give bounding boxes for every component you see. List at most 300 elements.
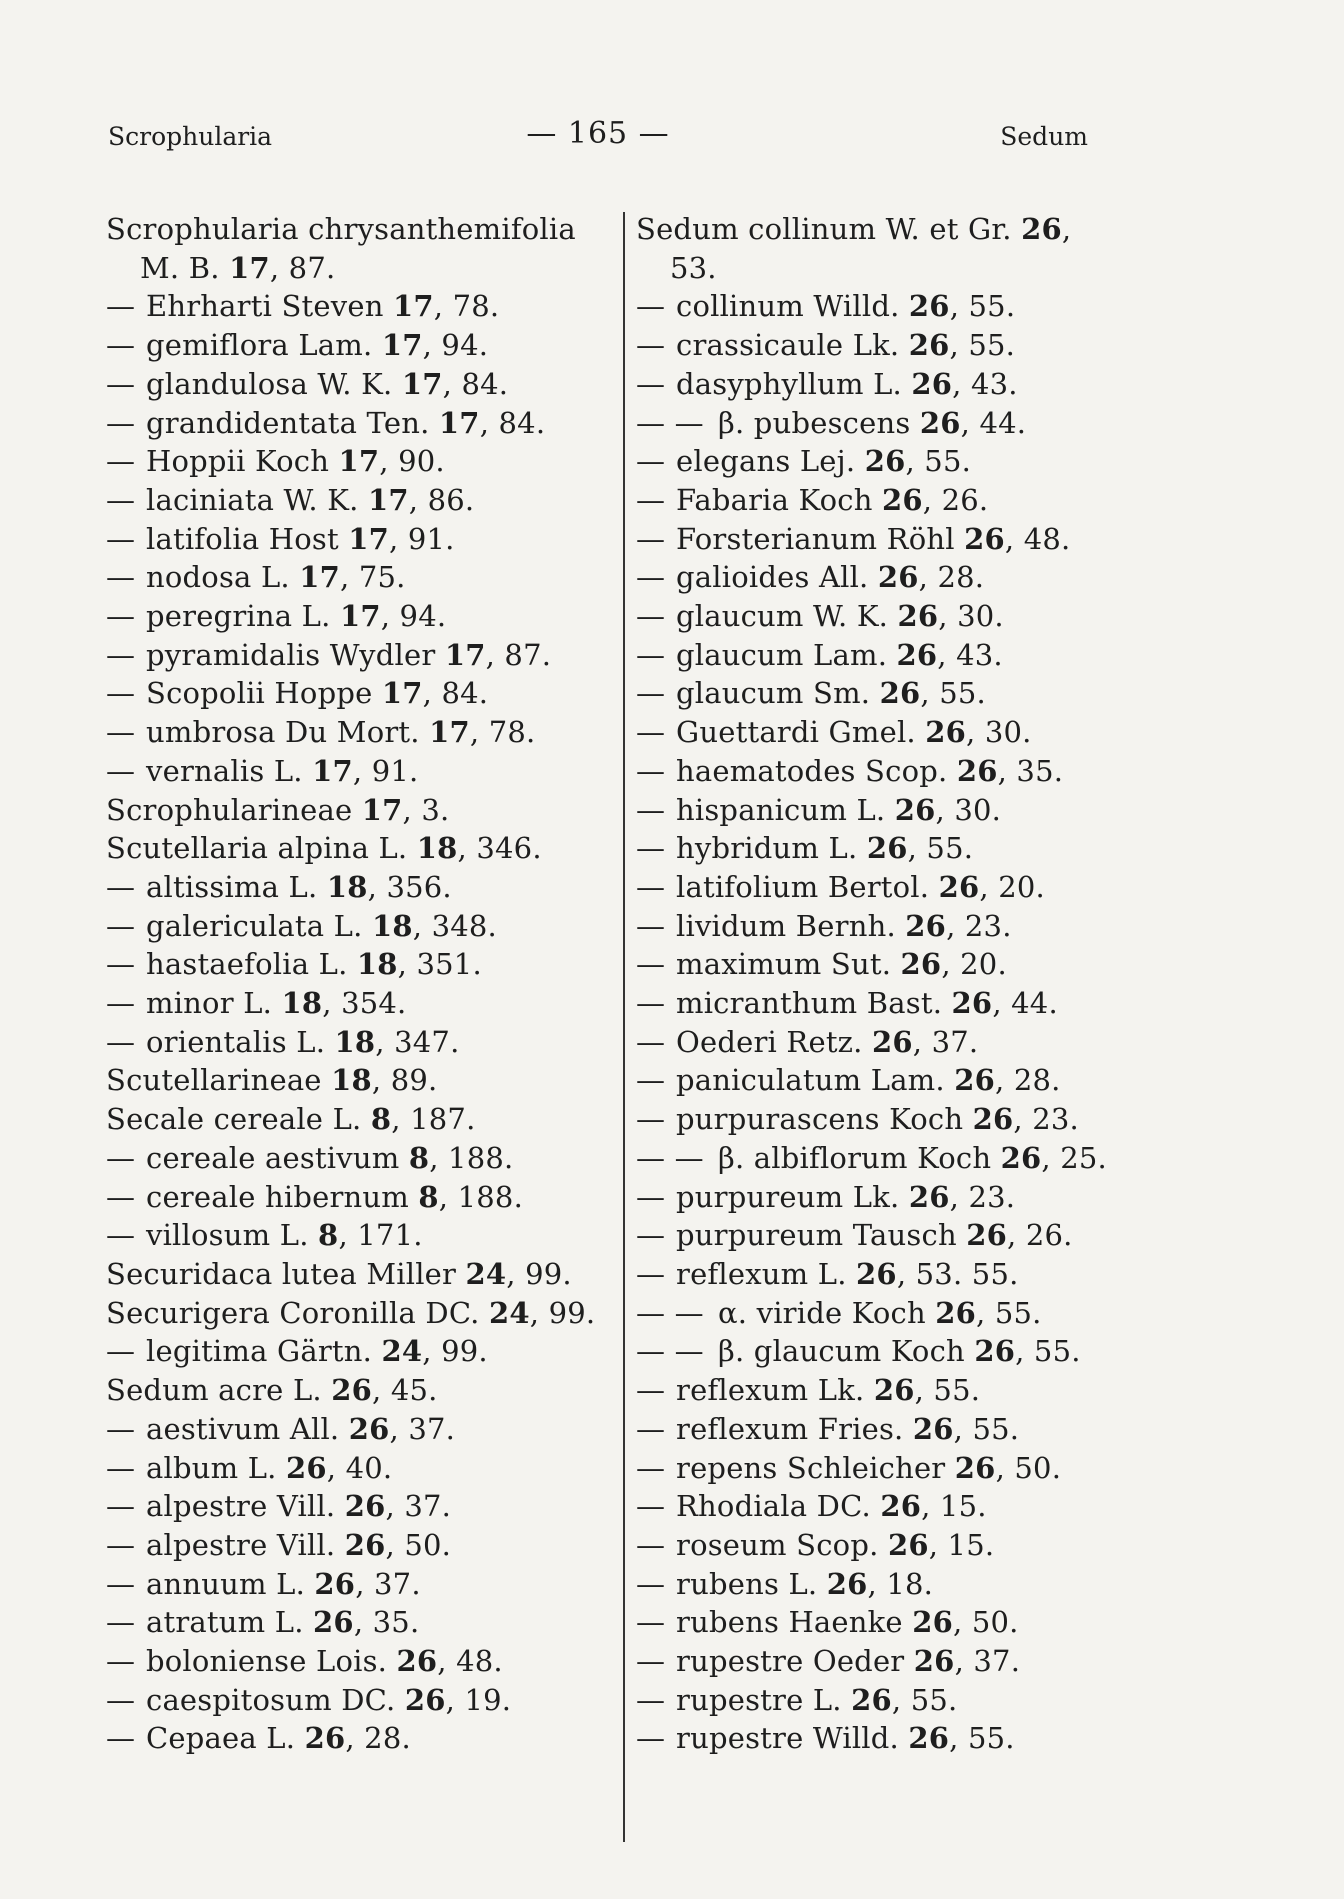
index-entry [106,1023,622,1062]
page-reference: , 75. [340,560,406,595]
entry-name: galericulata L. [146,908,372,943]
page-reference: , 43. [952,366,1018,401]
volume-number: 18 [334,1024,376,1059]
index-entry [106,1681,622,1720]
page-reference: , 55. [949,328,1016,363]
ditto-dash: — [636,869,666,904]
entry-name: boloniense Lois. [146,1644,397,1679]
page-reference: , 25. [1041,1140,1107,1175]
ditto-dash: — [106,869,136,904]
entry-name: peregrina L. [146,599,340,634]
entry-name: micranthum Bast. [676,986,952,1021]
ditto-dash: — [106,715,136,750]
entry-name: Scrophularineae [106,792,362,827]
ditto-dash: — [106,753,136,788]
index-entry [106,481,622,520]
volume-number: 26 [972,1102,1014,1137]
entry-name: rubens L. [676,1566,827,1601]
volume-number: 26 [851,1682,892,1717]
ditto-dash: — [636,831,666,866]
volume-number: 18 [281,986,323,1021]
volume-number: 17 [381,676,423,711]
page-reference: , 348. [412,908,497,943]
entry-name: β. glaucum Koch [718,1334,975,1369]
entry-name: grandidentata Ten. [146,405,439,440]
index-entry [106,1642,622,1681]
page-reference: , 55. [1015,1334,1081,1369]
index-entry [106,1526,622,1565]
volume-number: 26 [938,869,980,904]
index-entry [636,1332,1160,1371]
page-reference: , 356. [367,869,452,904]
header-left-term: Scrophularia [108,122,273,151]
entry-name: purpureum Lk. [676,1179,909,1214]
page-reference: , 20. [979,869,1045,904]
index-entry [636,1294,1160,1333]
volume-number: 26 [951,986,993,1021]
volume-number: 26 [882,482,923,517]
page-reference: , 351. [397,947,482,982]
ditto-dash: — [636,1721,666,1756]
volume-number: 8 [318,1218,339,1253]
page-reference: , 37. [954,1644,1021,1679]
volume-number: 26 [966,1218,1008,1253]
volume-number: 26 [887,1527,929,1562]
page-reference: , 55. [949,289,1016,324]
volume-number: 26 [313,1605,354,1640]
volume-number: 26 [880,1489,922,1524]
index-entry [106,1603,622,1642]
entry-name: vernalis L. [146,753,313,788]
index-entry [636,1216,1160,1255]
ditto-dash: — [106,1605,136,1640]
entry-name: Scopolii Hoppe [146,676,382,711]
page-reference: , 84. [442,366,509,401]
entry-name: Securigera Coronilla DC. [106,1295,490,1330]
ditto-dash: — [106,560,136,595]
volume-number: 26 [348,1411,390,1446]
page-reference: , 48. [1004,521,1071,556]
ditto-dash: — [636,792,666,827]
volume-number: 26 [856,1256,897,1291]
page-reference: , 346. [457,831,542,866]
page-reference: , 99. [422,1334,488,1369]
volume-number: 26 [956,753,998,788]
index-entry [106,597,622,636]
index-entry [106,249,622,288]
ditto-dash: — [636,1102,666,1137]
page-reference: , 37. [912,1024,979,1059]
entry-name: glaucum Lam. [676,637,897,672]
entry-name: reflexum L. [676,1256,857,1291]
volume-number: 26 [344,1489,386,1524]
volume-number: 26 [954,1450,996,1485]
ditto-dash: — [636,986,666,1021]
index-entry [636,597,1160,636]
index-entry [106,1216,622,1255]
volume-number: 17 [401,366,443,401]
ditto-dash: — [636,1256,666,1291]
page-reference: , 50. [995,1450,1062,1485]
page-reference: , 94. [422,328,489,363]
volume-number: 17 [381,328,423,363]
volume-number: 17 [367,482,409,517]
ditto-dash: — [636,1024,666,1059]
ditto-dash: — [106,1179,136,1214]
ditto-dash: — [106,328,136,363]
volume-number: 26 [866,831,908,866]
page-reference: , 18. [867,1566,934,1601]
entry-name: umbrosa Du Mort. [146,715,430,750]
page-reference: , 40. [326,1450,393,1485]
entry-name: collinum Willd. [676,289,909,324]
entry-name: laciniata W. K. [146,482,368,517]
entry-name: dasyphyllum L. [676,366,912,401]
entry-name: M. B. [140,250,230,285]
page-reference: , 55. [891,1682,958,1717]
page-reference: , 37. [385,1489,452,1524]
volume-number: 26 [908,1179,950,1214]
ditto-dash: — — [636,405,704,440]
index-entry [636,674,1160,713]
ditto-dash: — [106,1682,136,1717]
index-entry [106,1565,622,1604]
volume-number: 26 [974,1334,1016,1369]
page-reference: , 89. [371,1063,438,1098]
page-reference: , 86. [408,482,475,517]
entry-name: Secale cereale L. [106,1102,371,1137]
index-entry [106,907,622,946]
volume-number: 17 [361,792,403,827]
ditto-dash: — [106,444,136,479]
header-right-term: Sedum [1000,122,1088,151]
entry-name: rupestre Oeder [676,1644,914,1679]
ditto-dash: — [636,482,666,517]
ditto-dash: — [636,947,666,982]
entry-name: roseum Scop. [676,1527,888,1562]
page-reference: , 55. [907,831,974,866]
index-entry [106,1371,622,1410]
index-entry [106,1332,622,1371]
ditto-dash: — [106,405,136,440]
entry-name: purpurascens Koch [676,1102,973,1137]
entry-name: alpestre Vill. [146,1527,345,1562]
volume-number: 26 [877,560,919,595]
ditto-dash: — [636,1218,666,1253]
index-entry [636,1255,1160,1294]
volume-number: 26 [894,792,936,827]
entry-name: gemiflora Lam. [146,328,382,363]
entry-name: Scutellarineae [106,1063,332,1098]
entry-name: paniculatum Lam. [676,1063,955,1098]
entry-name: Scutellaria alpina L. [106,831,417,866]
volume-number: 17 [339,599,381,634]
entry-name: alpestre Vill. [146,1489,345,1524]
entry-name: repens Schleicher [676,1450,955,1485]
index-entry [636,1642,1160,1681]
page-reference: , 15. [921,1489,987,1524]
ditto-dash: — [636,366,666,401]
page-reference: , 87. [485,637,552,672]
index-entry [636,481,1160,520]
index-entry [636,1449,1160,1488]
index-entry [636,365,1160,404]
index-entry [636,868,1160,907]
index-entry [636,1526,1160,1565]
volume-number: 17 [312,753,353,788]
ditto-dash: — — [636,1140,704,1175]
entry-name: Sedum collinum W. et Gr. [636,212,1022,246]
entry-name: aestivum All. [146,1411,349,1446]
index-entry [106,1294,622,1333]
volume-number: 26 [872,1024,913,1059]
volume-number: 17 [429,715,470,750]
page-reference: , 84. [479,405,546,440]
page-reference: , 55. [920,676,986,711]
volume-number: 26 [919,405,961,440]
volume-number: 26 [900,947,942,982]
index-entry [636,1719,1160,1758]
volume-number: 8 [370,1102,392,1137]
page-reference: , 28. [345,1721,411,1756]
entry-name: annuum L. [146,1566,315,1601]
entry-name: latifolia Host [146,521,349,556]
index-entry [636,636,1160,675]
entry-name: purpureum Tausch [676,1218,967,1253]
page-reference: , 30. [966,715,1032,750]
volume-number: 26 [935,1295,977,1330]
index-entry [636,558,1160,597]
entry-name: elegans Lej. [676,444,865,479]
page-reference: , 20. [941,947,1007,982]
page-reference: , 99. [506,1256,572,1291]
ditto-dash: — [636,444,666,479]
index-entry [106,868,622,907]
entry-name: haematodes Scop. [676,753,957,788]
index-entry [636,1100,1160,1139]
ditto-dash: — [636,521,666,556]
volume-number: 26 [925,715,967,750]
entry-name: Scrophularia chrysanthemifolia [106,212,576,246]
index-entry [106,1487,622,1526]
page-reference: , 23. [949,1179,1016,1214]
page-reference: , 94. [380,599,447,634]
entry-name: Oederi Retz. [676,1024,872,1059]
ditto-dash: — [106,366,136,401]
page-reference: , 55. [949,1721,1015,1756]
page-reference: , 171. [338,1218,423,1253]
entry-name: glaucum W. K. [676,599,898,634]
index-columns [106,210,1154,1844]
volume-number: 26 [304,1721,346,1756]
page-reference: , 37. [355,1566,421,1601]
ditto-dash: — [106,1024,136,1059]
volume-number: 17 [348,521,390,556]
volume-number: 26 [864,444,906,479]
volume-number: 26 [954,1063,995,1098]
volume-number: 26 [344,1527,386,1562]
running-header [108,116,1088,162]
entry-name: glandulosa W. K. [146,366,402,401]
index-entry [106,210,622,249]
index-entry [106,945,622,984]
page-reference: , 91. [352,753,419,788]
left-column [106,210,622,1758]
volume-number: 26 [908,1721,950,1756]
index-entry [636,1023,1160,1062]
index-entry [636,249,1160,288]
page-reference: , 30. [935,792,1002,827]
volume-number: 26 [331,1373,373,1408]
ditto-dash: — [636,1489,666,1524]
page-reference: , 35. [353,1605,420,1640]
volume-number: 26 [826,1566,868,1601]
entry-name: villosum L. [146,1218,319,1253]
volume-number: 26 [905,908,947,943]
page-reference: , 19. [445,1682,512,1717]
index-entry [636,791,1160,830]
index-entry [106,326,622,365]
page-reference: , 3. [402,792,450,827]
index-entry [636,1565,1160,1604]
page-reference: , 48. [437,1644,503,1679]
entry-name: legitima Gärtn. [146,1334,382,1369]
ditto-dash: — [636,560,666,595]
volume-number: 24 [381,1334,423,1369]
index-entry [106,1139,622,1178]
index-entry [106,442,622,481]
ditto-dash: — [106,1450,136,1485]
volume-number: 18 [416,831,458,866]
index-entry [636,1681,1160,1720]
volume-number: 26 [908,328,950,363]
index-entry [106,713,622,752]
index-entry [636,945,1160,984]
index-entry [636,1178,1160,1217]
page-number: — 165 — [526,116,670,151]
index-entry [636,520,1160,559]
entry-name: nodosa L. [146,560,300,595]
ditto-dash: — [106,637,136,672]
ditto-dash: — [106,1566,136,1601]
ditto-dash: — [636,1063,666,1098]
right-column [636,210,1160,1758]
page-reference: , 23. [1013,1102,1079,1137]
page-reference: , 188. [438,1179,523,1214]
volume-number: 26 [1021,212,1062,246]
index-entry [106,520,622,559]
index-entry [636,404,1160,443]
page-reference: , 55. [953,1411,1020,1446]
volume-number: 17 [338,444,380,479]
index-entry [636,442,1160,481]
page-reference: , 26. [1007,1218,1073,1253]
column-divider [623,212,625,1842]
ditto-dash: — [636,1605,666,1640]
entry-name: atratum L. [146,1605,314,1640]
volume-number: 26 [286,1450,327,1485]
page-reference: , 187. [391,1102,476,1137]
ditto-dash: — [636,1644,666,1679]
page-reference: , 347. [375,1024,460,1059]
index-entry [106,791,622,830]
entry-name: orientalis L. [146,1024,335,1059]
entry-name: Guettardi Gmel. [676,715,926,750]
ditto-dash: — [106,1644,136,1679]
page-reference: , 55. [914,1373,981,1408]
index-entry [106,1178,622,1217]
ditto-dash: — [106,1411,136,1446]
entry-name: reflexum Lk. [676,1373,874,1408]
volume-number: 17 [393,289,434,324]
volume-number: 26 [908,289,950,324]
page-reference: , 53. 55. [896,1256,1019,1291]
entry-name: α. viride Koch [718,1295,936,1330]
page-reference: , 15. [928,1527,995,1562]
entry-name: caespitosum DC. [146,1682,405,1717]
ditto-dash: — [106,986,136,1021]
volume-number: 26 [964,521,1005,556]
volume-number: 26 [912,1411,954,1446]
index-entry [636,210,1160,249]
volume-number: 18 [331,1063,372,1098]
volume-number: 26 [1000,1140,1042,1175]
page-reference: , 50. [952,1605,1019,1640]
index-entry [106,752,622,791]
entry-name: Securidaca lutea Miller [106,1256,466,1291]
volume-number: 26 [404,1682,446,1717]
ditto-dash: — [636,328,666,363]
entry-name: minor L. [146,986,282,1021]
ditto-dash: — [106,1334,136,1369]
entry-name: reflexum Fries. [676,1411,913,1446]
entry-name: hybridum L. [676,831,867,866]
page-reference: , 50. [385,1527,452,1562]
volume-number: 26 [314,1566,356,1601]
volume-number: 17 [444,637,486,672]
ditto-dash: — [636,289,666,324]
entry-name: crassicaule Lk. [676,328,909,363]
index-entry [636,1371,1160,1410]
ditto-dash: — — [636,1295,704,1330]
entry-name: pyramidalis Wydler [146,637,445,672]
volume-number: 26 [897,599,939,634]
index-entry [106,829,622,868]
volume-number: 26 [396,1644,438,1679]
volume-number: 26 [911,366,953,401]
volume-number: 26 [913,1644,955,1679]
index-entry [636,1487,1160,1526]
ditto-dash: — [106,482,136,517]
volume-number: 26 [912,1605,953,1640]
ditto-dash: — [106,521,136,556]
page-reference: , 354. [322,986,407,1021]
entry-name: latifolium Bertol. [676,869,939,904]
entry-name: Rhodiala DC. [676,1489,881,1524]
volume-number: 26 [879,676,921,711]
entry-name: Cepaea L. [146,1721,305,1756]
page-reference: , 91. [389,521,455,556]
ditto-dash: — [636,1682,666,1717]
index-entry [636,752,1160,791]
page-reference: , 43. [937,637,1003,672]
ditto-dash: — [636,676,666,711]
ditto-dash: — [636,908,666,943]
volume-number: 17 [229,250,270,285]
entry-name: β. pubescens [718,405,920,440]
volume-number: 18 [371,908,413,943]
page-reference: , 84. [422,676,489,711]
